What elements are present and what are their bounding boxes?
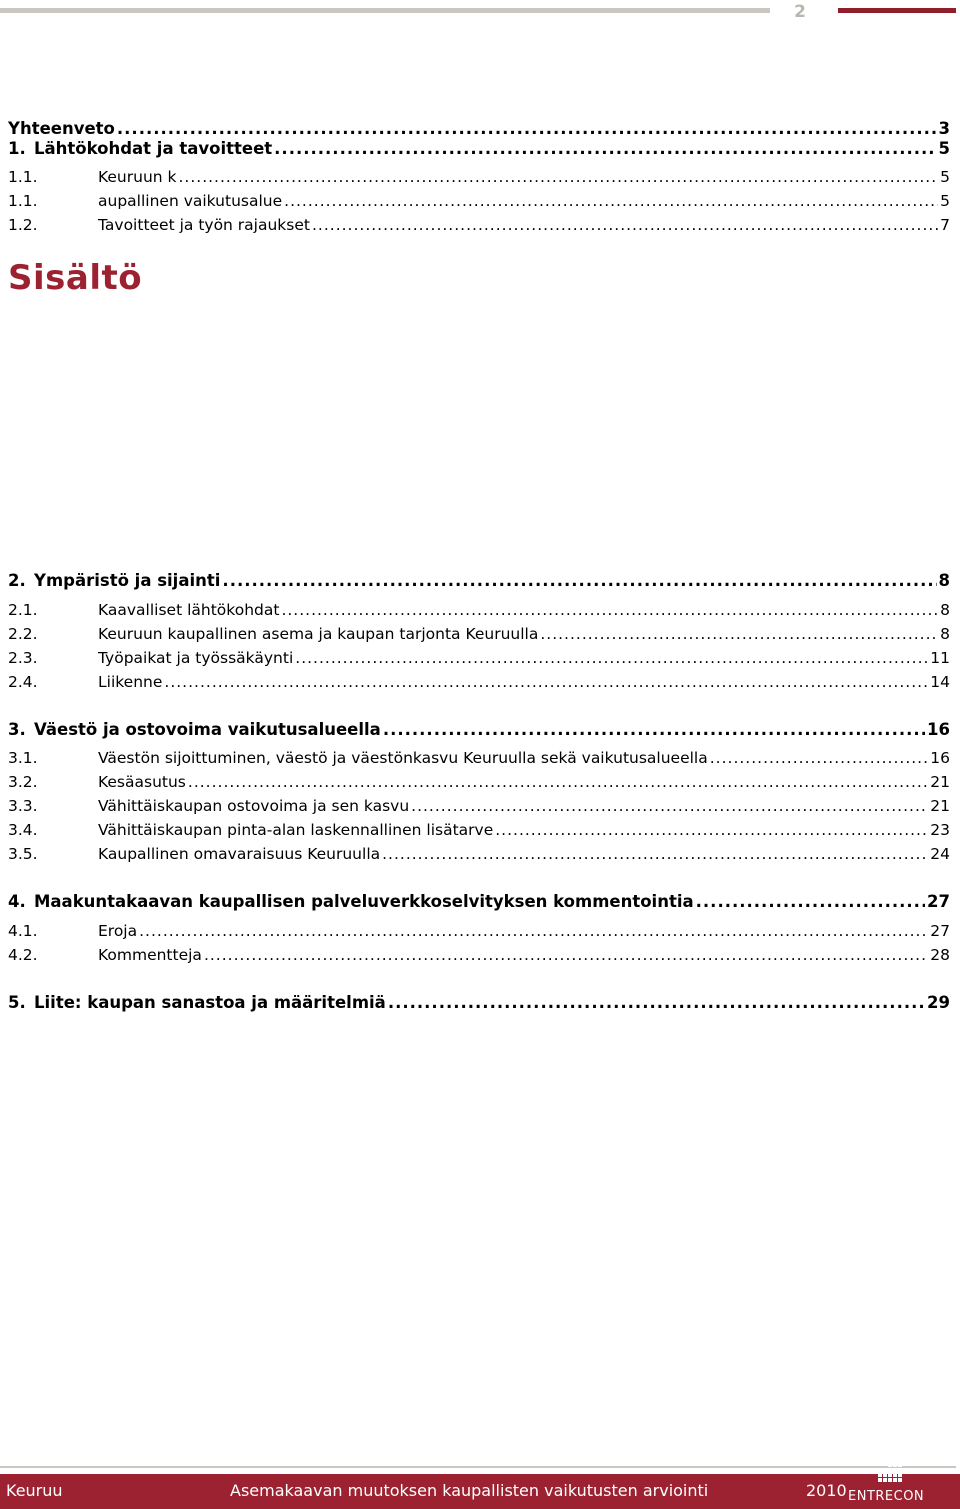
toc-leader-dots	[295, 649, 928, 667]
toc-entry[interactable]	[8, 793, 950, 815]
page-title: Sisältö	[8, 258, 143, 298]
toc-entry-number: 1.2.	[8, 216, 38, 234]
toc-leader-dots	[281, 601, 938, 619]
footer-year: 2010	[806, 1481, 847, 1500]
toc-entry[interactable]	[8, 669, 950, 691]
toc-entry-page: 28	[930, 946, 950, 964]
toc-entry-label: Tavoitteet ja työn rajaukset	[98, 216, 310, 234]
toc-entry-number: 5.	[8, 993, 26, 1012]
toc-entry-page: 3	[938, 119, 950, 138]
toc-entry-label: Eroja	[98, 922, 138, 940]
toc-entry[interactable]	[8, 817, 950, 839]
entrecon-logo-icon	[876, 1458, 902, 1486]
toc-entry-number: 3.	[8, 720, 26, 739]
header-rule-red	[838, 8, 956, 13]
page-number: 2	[794, 2, 806, 22]
toc-entry[interactable]	[8, 164, 950, 186]
toc-entry[interactable]	[8, 841, 950, 863]
toc-leader-dots	[696, 893, 925, 911]
toc-entry[interactable]	[8, 188, 950, 210]
toc-leader-dots	[382, 845, 928, 863]
toc-entry-label: Liikenne	[98, 673, 163, 691]
toc-leader-dots	[222, 572, 936, 590]
footer-document-title: Asemakaavan muutoksen kaupallisten vaikutusten arviointi	[230, 1481, 709, 1500]
toc-entry-number: 1.1.	[8, 192, 38, 210]
toc-entry-page: 24	[930, 845, 950, 863]
toc-entry[interactable]	[8, 645, 950, 667]
toc-entry-page: 21	[930, 797, 950, 815]
toc-entry-page: 7	[940, 216, 950, 234]
toc-entry-label: Yhteenveto	[8, 119, 115, 138]
toc-entry[interactable]	[8, 769, 950, 791]
toc-entry-label: Liite: kaupan sanastoa ja määritelmiä	[34, 993, 386, 1012]
toc-leader-dots	[284, 192, 938, 210]
toc-leader-dots	[495, 821, 928, 839]
toc-leader-dots	[540, 625, 938, 643]
toc-entry-page: 11	[930, 649, 950, 667]
footer-location: Keuruu	[6, 1481, 63, 1500]
toc-entry[interactable]	[8, 568, 950, 590]
toc-entry-number: 4.1.	[8, 922, 38, 940]
toc-entry-number: 2.2.	[8, 625, 38, 643]
toc-entry-page: 8	[940, 601, 950, 619]
toc-entry-page: 5	[940, 168, 950, 186]
toc-entry-label: Keuruun kaupallinen asema ja kaupan tarjonta Keuruulla	[98, 625, 539, 643]
toc-entry-label: Kommentteja	[98, 946, 202, 964]
toc-entry[interactable]	[8, 621, 950, 643]
toc-entry[interactable]	[8, 717, 950, 739]
toc-entry-label: Väestön sijoittuminen, väestö ja väestönkasvu Keuruulla sekä vaikutusalueella	[98, 749, 708, 767]
toc-entry-label: Kaupallinen omavaraisuus Keuruulla	[98, 845, 381, 863]
toc-entry[interactable]	[8, 745, 950, 767]
toc-entry-number: 2.3.	[8, 649, 38, 667]
toc-leader-dots	[388, 994, 925, 1012]
toc-entry-label: Lähtökohdat ja tavoitteet	[34, 139, 273, 158]
toc-leader-dots	[188, 773, 928, 791]
toc-leader-dots	[383, 721, 925, 739]
toc-entry-number: 2.4.	[8, 673, 38, 691]
toc-entry-number: 2.1.	[8, 601, 38, 619]
toc-leader-dots	[274, 140, 936, 158]
toc-entry-label: Maakuntakaavan kaupallisen palveluverkkoselvityksen kommentointia	[34, 892, 694, 911]
toc-entry[interactable]	[8, 116, 950, 138]
toc-leader-dots	[204, 946, 928, 964]
toc-entry[interactable]	[8, 597, 950, 619]
toc-entry-number: 3.1.	[8, 749, 38, 767]
toc-entry-number: 3.2.	[8, 773, 38, 791]
toc-entry-page: 16	[930, 749, 950, 767]
toc-entry-page: 16	[927, 720, 950, 739]
toc-entry-page: 5	[940, 192, 950, 210]
toc-entry-label: Työpaikat ja työssäkäynti	[98, 649, 294, 667]
toc-entry-label: Kaavalliset lähtökohdat	[98, 601, 280, 619]
toc-entry[interactable]	[8, 942, 950, 964]
toc-entry-number: 3.3.	[8, 797, 38, 815]
toc-entry[interactable]	[8, 212, 950, 234]
toc-entry-page: 27	[930, 922, 950, 940]
toc-entry-label: Vähittäiskaupan pinta-alan laskennallinen lisätarve	[98, 821, 494, 839]
toc-entry-label: Väestö ja ostovoima vaikutusalueella	[34, 720, 381, 739]
toc-entry-page: 5	[938, 139, 950, 158]
toc-entry[interactable]	[8, 889, 950, 911]
toc-leader-dots	[139, 922, 928, 940]
toc-entry-page: 21	[930, 773, 950, 791]
toc-entry-page: 8	[938, 571, 950, 590]
footer-rule	[0, 1466, 956, 1468]
toc-entry-label: Vähittäiskaupan ostovoima ja sen kasvu	[98, 797, 410, 815]
toc-entry-number: 3.5.	[8, 845, 38, 863]
toc-entry[interactable]	[8, 918, 950, 940]
toc-entry-number: 3.4.	[8, 821, 38, 839]
toc-entry-label: aupallinen vaikutusalue	[98, 192, 283, 210]
toc-entry-page: 29	[927, 993, 950, 1012]
toc-entry-number: 2.	[8, 571, 26, 590]
toc-leader-dots	[164, 673, 928, 691]
toc-entry[interactable]	[8, 136, 950, 158]
toc-entry-page: 27	[927, 892, 950, 911]
toc-entry-label: Ympäristö ja sijainti	[34, 571, 221, 590]
toc-entry-number: 1.	[8, 139, 26, 158]
toc-entry-page: 8	[940, 625, 950, 643]
toc-entry-label: Keuruun k	[98, 168, 177, 186]
toc-leader-dots	[710, 749, 929, 767]
toc-entry[interactable]	[8, 990, 950, 1012]
toc-entry-page: 14	[930, 673, 950, 691]
toc-leader-dots	[411, 797, 928, 815]
toc-entry-number: 4.2.	[8, 946, 38, 964]
toc-entry-number: 1.1.	[8, 168, 38, 186]
toc-entry-label: Kesäasutus	[98, 773, 186, 791]
toc-entry-page: 23	[930, 821, 950, 839]
header-rule-gray	[0, 8, 770, 13]
toc-entry-number: 4.	[8, 892, 26, 911]
toc-leader-dots	[179, 168, 939, 186]
entrecon-logo-text: ENTRECON	[848, 1489, 925, 1504]
toc-leader-dots	[312, 216, 938, 234]
